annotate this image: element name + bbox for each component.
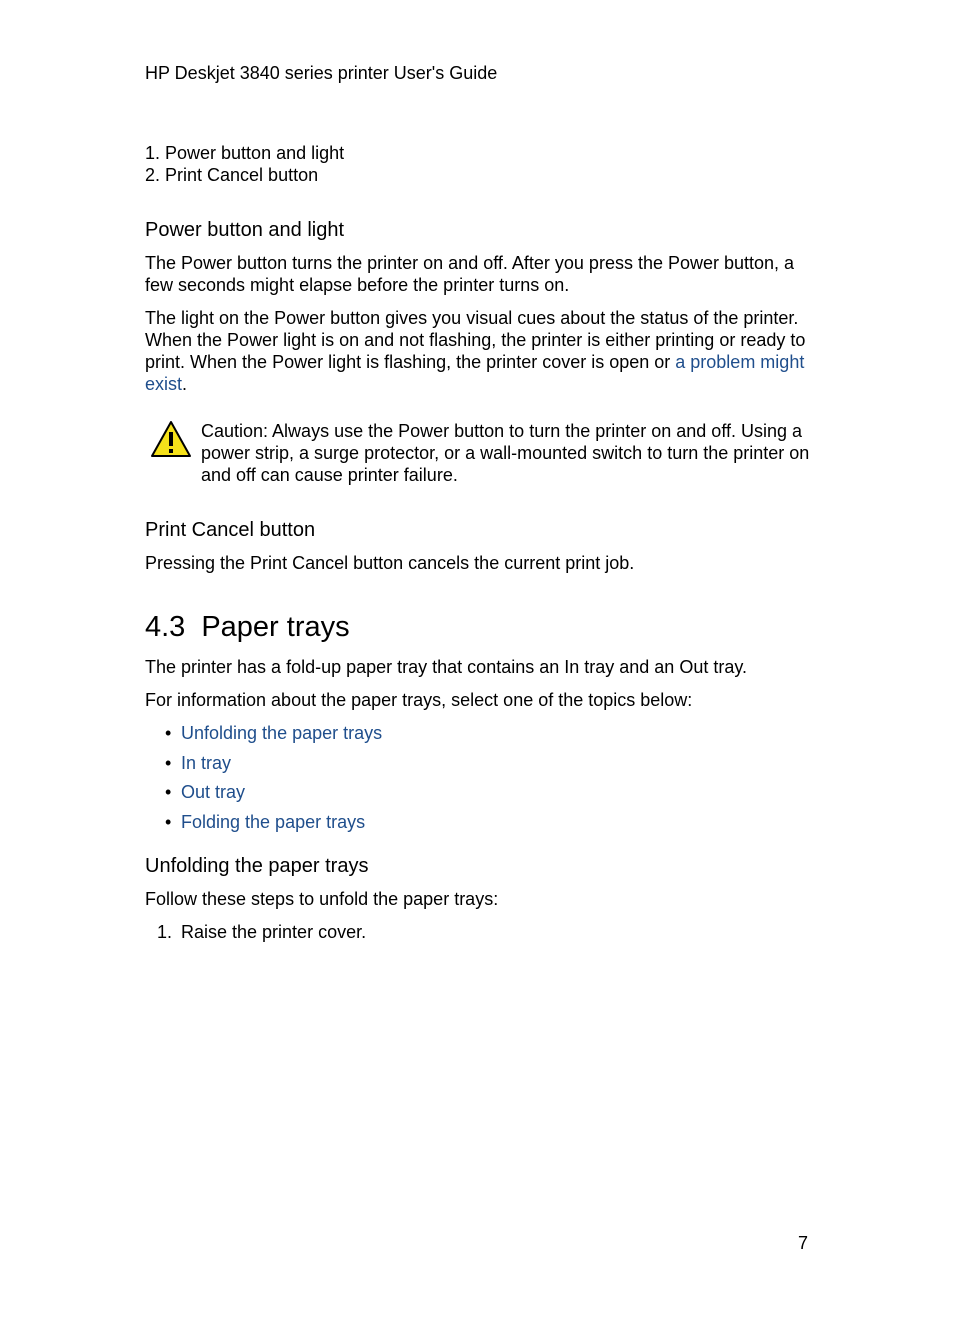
paper-trays-topic-list [145,722,815,840]
step-item [157,921,815,943]
callout-list [145,142,815,186]
power-paragraph-2-end: . [182,374,188,394]
callout-item: 1. Power button and light [145,143,345,163]
caution-note [145,420,815,486]
section-title: Paper trays [201,611,350,643]
bullet: • [165,782,172,802]
list-item [165,781,815,811]
callout-item: 2. Print Cancel button [145,165,319,185]
unfolding-trays-link[interactable]: Unfolding the paper trays [181,723,383,743]
paper-trays-heading [145,610,815,644]
unfolding-steps [145,921,815,943]
power-paragraph-2-text: The light on the Power button gives you visual cues about the status of the printer. When the Power light is on and not flashing, the printer is either printing or ready to print. When the Power light is flashing, the printer cover is open or [145,308,806,372]
cancel-paragraph: Pressing the Print Cancel button cancels the current print job. [145,553,635,573]
problem-might-exist-link[interactable]: a problem might exist [145,352,805,394]
section-number: 4.3 [145,611,186,643]
caution-text: Caution: Always use the Power button to turn the printer on and off. Using a power strip, a surge protector, or a wall-mounted switch to turn the printer on and off can cause printer failure. [201,421,810,485]
list-item [165,722,815,752]
in-tray-link[interactable]: In tray [181,752,232,773]
unfolding-section-heading: Unfolding the paper trays [145,855,369,877]
paper-trays-paragraph-1: The printer has a fold-up paper tray that contains an In tray and an Out tray. [145,657,748,677]
folding-trays-link[interactable]: Folding the paper trays [181,811,366,832]
running-header: HP Deskjet 3840 series printer User's Guide [145,63,498,83]
bullet: • [165,723,172,743]
power-section-heading: Power button and light [145,219,345,241]
unfolding-intro: Follow these steps to unfold the paper trays: [145,889,499,909]
out-tray-link[interactable]: Out tray [181,782,246,802]
bullet: • [165,811,172,832]
step-number: 1. [157,922,173,942]
power-paragraph-2 [145,307,815,395]
list-item [165,752,815,782]
page-number: 7 [798,1233,809,1253]
step-text: Raise the printer cover. [181,922,367,942]
power-paragraph-1: The Power button turns the printer on and off. After you press the Power button, a few seconds might elapse before the printer turns on. [145,253,795,295]
page-content [145,142,815,943]
paper-trays-paragraph-2: For information about the paper trays, select one of the topics below: [145,690,693,710]
bullet: • [165,752,172,773]
warning-triangle-icon [150,420,192,458]
cancel-section-heading: Print Cancel button [145,519,316,541]
list-item [165,811,815,841]
